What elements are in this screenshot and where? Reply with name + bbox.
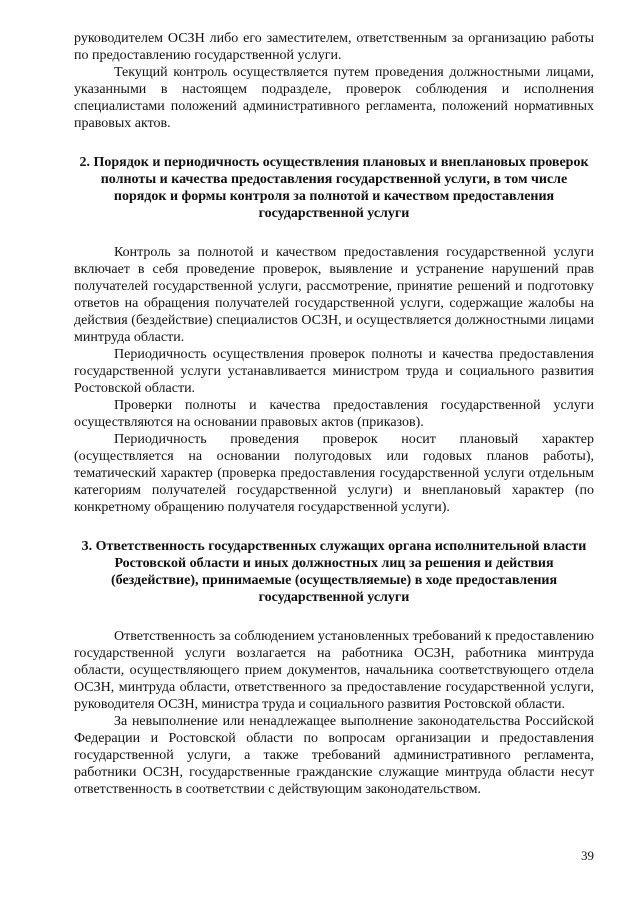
paragraph: Контроль за полнотой и качеством предоставления государственной услуги включает в себя проведение проверок, выявление и устранение нарушений прав получателей государственной услуги, рассмотрение, принятие решений и подготовку ответов на обращения получателей государственной услуги, содержащие жалобы на действия (бездействие) специалистов ОСЗН, и осуществляется должностными лицами минтруда области.: [74, 245, 594, 345]
paragraph: Проверки полноты и качества предоставления государственной услуги осуществляются на основании правовых актов (приказов).: [74, 398, 594, 430]
paragraph: За невыполнение или ненадлежащее выполнение законодательства Российской Федерации и Ростовской области по вопросам организации и предоставления государственной услуги, а также требований административного регламента, работники ОСЗН, государственные гражданские служащие минтруда области несут ответственность в соответствии с действующим законодательством.: [74, 714, 594, 797]
paragraph: Периодичность осуществления проверок полноты и качества предоставления государственной услуги устанавливается министром труда и социального развития Ростовской области.: [74, 347, 594, 396]
page-number: 39: [581, 848, 594, 863]
paragraph: руководителем ОСЗН либо его заместителем, ответственным за организацию работы по предоставлению государственной услуги.: [74, 31, 594, 63]
paragraph: Периодичность проведения проверок носит плановый характер (осуществляется на основании полугодовых или годовых планов работы), тематический характер (проверка предоставления государственной услуги отдельным категориям получателей государственной услуги) и внеплановый характер (по конкретному обращению получателя государственной услуги).: [74, 432, 594, 515]
section-3-heading: 3. Ответственность государственных служащих органа исполнительной власти Ростовской области и иных должностных лиц за решения и действия (бездействие), принимаемые (осуществляемые) в ходе предоставления государственной услуги: [81, 539, 587, 605]
paragraph: Ответственность за соблюдением установленных требований к предоставлению государственной услуги возлагается на работника ОСЗН, работника минтруда области, осуществляющего прием документов, начальника соответствующего отдела ОСЗН, минтруда области, ответственного за предоставление государственной услуги, руководителя ОСЗН, министра труда и социального развития Ростовской области.: [74, 629, 594, 712]
document-body: [74, 30, 594, 798]
paragraph: Текущий контроль осуществляется путем проведения должностными лицами, указанными в настоящем подразделе, проверок соблюдения и исполнения специалистами положений административного регламента, положений нормативных правовых актов.: [74, 65, 594, 131]
section-2-heading: 2. Порядок и периодичность осуществления плановых и внеплановых проверок полноты и качества предоставления государственной услуги, в том числе порядок и формы контроля за полнотой и качеством предоставления государственной услуги: [79, 155, 589, 221]
